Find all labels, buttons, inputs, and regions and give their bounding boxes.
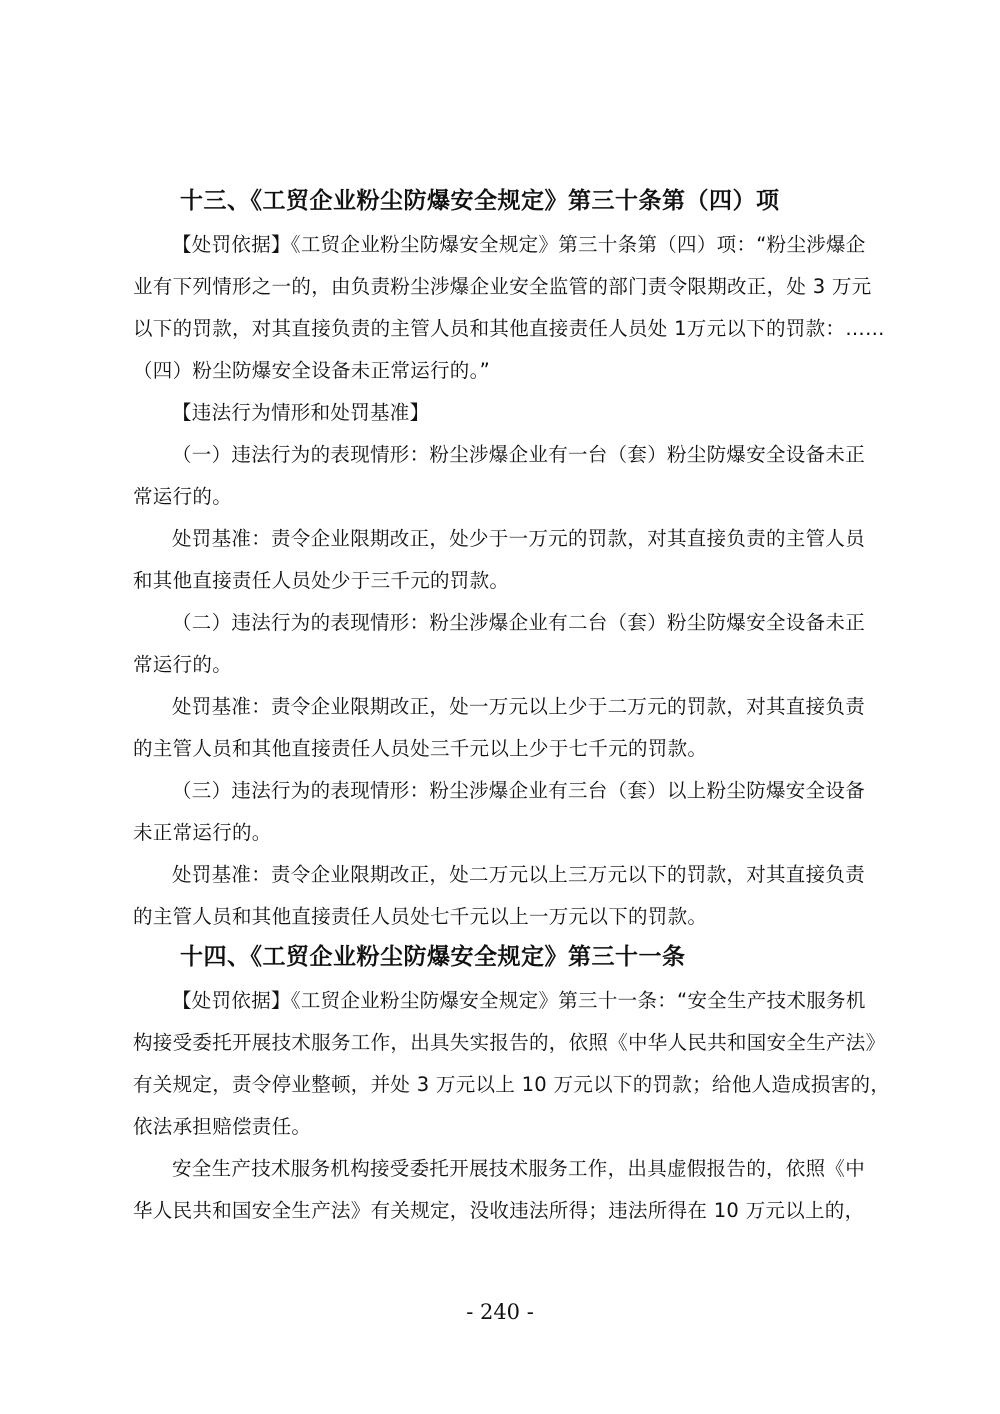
penalty-1-line: 处罚基准：责令企业限期改正，处少于一万元的罚款，对其直接负责的主管人员 [172,527,866,550]
section-14-basis-line: 构接受委托开展技术服务工作，出具失实报告的，依照《中华人民共和国安全生产法》 [133,1031,886,1054]
section-13-heading: 十三、《工贸企业粉尘防爆安全规定》第三十条第（四）项 [180,187,780,214]
case-3-line: 未正常运行的。 [133,821,272,844]
case-1-line: （一）违法行为的表现情形：粉尘涉爆企业有一台（套）粉尘防爆安全设备未正 [172,443,866,466]
case-2-line: 常运行的。 [133,653,233,676]
case-1-line: 常运行的。 [133,485,233,508]
penalty-1-line: 和其他直接责任人员处少于三千元的罚款。 [133,569,510,592]
section-13-basis-line: 【处罚依据】《工贸企业粉尘防爆安全规定》第三十条第（四）项：“粉尘涉爆企 [172,233,866,256]
penalty-2-line: 的主管人员和其他直接责任人员处三千元以上少于七千元的罚款。 [133,737,708,760]
penalty-3-line: 的主管人员和其他直接责任人员处七千元以上一万元以下的罚款。 [133,905,708,928]
section-14-basis-line: 【处罚依据】《工贸企业粉尘防爆安全规定》第三十一条：“安全生产技术服务机 [172,989,866,1012]
section-13-basis-line: （四）粉尘防爆安全设备未正常运行的。” [133,359,491,382]
section-13-basis-line: 以下的罚款，对其直接负责的主管人员和其他直接责任人员处 1万元以下的罚款：…… [133,317,885,340]
case-2-line: （二）违法行为的表现情形：粉尘涉爆企业有二台（套）粉尘防爆安全设备未正 [172,611,866,634]
section-14-basis-line: 有关规定，责令停业整顿，并处 3 万元以上 10 万元以下的罚款；给他人造成损害的， [133,1073,891,1096]
standard-title: 【违法行为情形和处罚基准】 [172,401,430,424]
section-14-paragraph-line: 安全生产技术服务机构接受委托开展技术服务工作，出具虚假报告的，依照《中 [172,1157,866,1180]
page-number: - 240 - [466,1300,534,1324]
penalty-3-line: 处罚基准：责令企业限期改正，处二万元以上三万元以下的罚款，对其直接负责 [172,863,866,886]
section-14-basis-line: 依法承担赔偿责任。 [133,1115,312,1138]
section-13-basis-line: 业有下列情形之一的，由负责粉尘涉爆企业安全监管的部门责令限期改正，处 3 万元 [133,275,872,298]
penalty-2-line: 处罚基准：责令企业限期改正，处一万元以上少于二万元的罚款，对其直接负责 [172,695,866,718]
section-14-heading: 十四、《工贸企业粉尘防爆安全规定》第三十一条 [180,943,686,970]
case-3-line: （三）违法行为的表现情形：粉尘涉爆企业有三台（套）以上粉尘防爆安全设备 [172,779,866,802]
section-14-paragraph-line: 华人民共和国安全生产法》有关规定，没收违法所得；违法所得在 10 万元以上的， [133,1199,865,1222]
